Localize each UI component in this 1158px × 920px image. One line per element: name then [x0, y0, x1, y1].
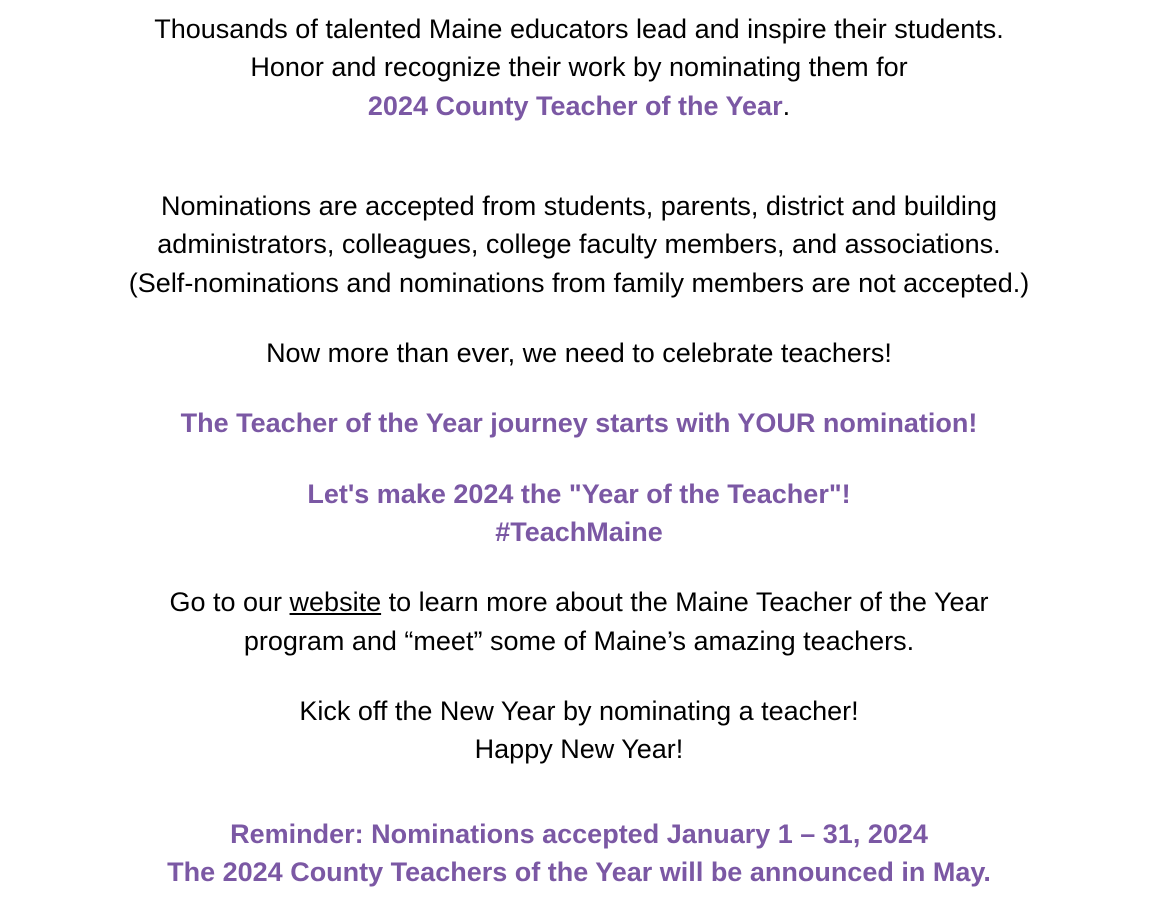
intro-line-2: Honor and recognize their work by nominating them for: [250, 52, 908, 83]
spacer-after-celebrate: [34, 372, 1124, 404]
award-name-period: .: [782, 90, 791, 121]
eligibility-line-2: administrators, colleagues, college faculty members, and associations.: [157, 229, 1001, 260]
reminder-line-2: The 2024 County Teachers of the Year will be announced in May.: [167, 856, 991, 887]
eligibility-line-1: Nominations are accepted from students, parents, district and building: [161, 190, 997, 221]
spacer-after-journey: [34, 443, 1124, 475]
slogan-line-1: Let's make 2024 the "Year of the Teacher"!: [307, 478, 851, 509]
website-text-after: to learn more about the Maine Teacher of the Year: [381, 587, 989, 618]
slogan-line-2: #TeachMaine: [495, 516, 663, 547]
intro-line-1: Thousands of talented Maine educators lead and inspire their students.: [154, 14, 1004, 44]
spacer-after-eligibility: [34, 302, 1124, 334]
spacer-after-kickoff: [34, 769, 1124, 801]
website-link[interactable]: website: [289, 587, 382, 618]
spacer-after-website: [34, 660, 1124, 692]
spacer-after-intro: [34, 125, 1124, 187]
kickoff-line-2: Happy New Year!: [474, 734, 684, 765]
kickoff-line-1: Kick off the New Year by nominating a teacher!: [299, 695, 859, 726]
spacer-before-reminder: [34, 801, 1124, 815]
journey-line: The Teacher of the Year journey starts with YOUR nomination!: [180, 408, 978, 439]
website-text-before: Go to our: [169, 587, 290, 618]
eligibility-line-3: (Self-nominations and nominations from family members are not accepted.): [128, 267, 1030, 298]
spacer-after-slogan: [34, 551, 1124, 583]
website-line-1: [34, 583, 1124, 621]
award-name: 2024 County Teacher of the Year: [367, 90, 783, 121]
award-name-line: [34, 87, 1124, 125]
website-line-2: program and “meet” some of Maine’s amazing teachers.: [243, 625, 915, 656]
celebrate-line: Now more than ever, we need to celebrate teachers!: [266, 337, 892, 368]
reminder-line-1: Reminder: Nominations accepted January 1 – 31, 2024: [230, 818, 928, 849]
